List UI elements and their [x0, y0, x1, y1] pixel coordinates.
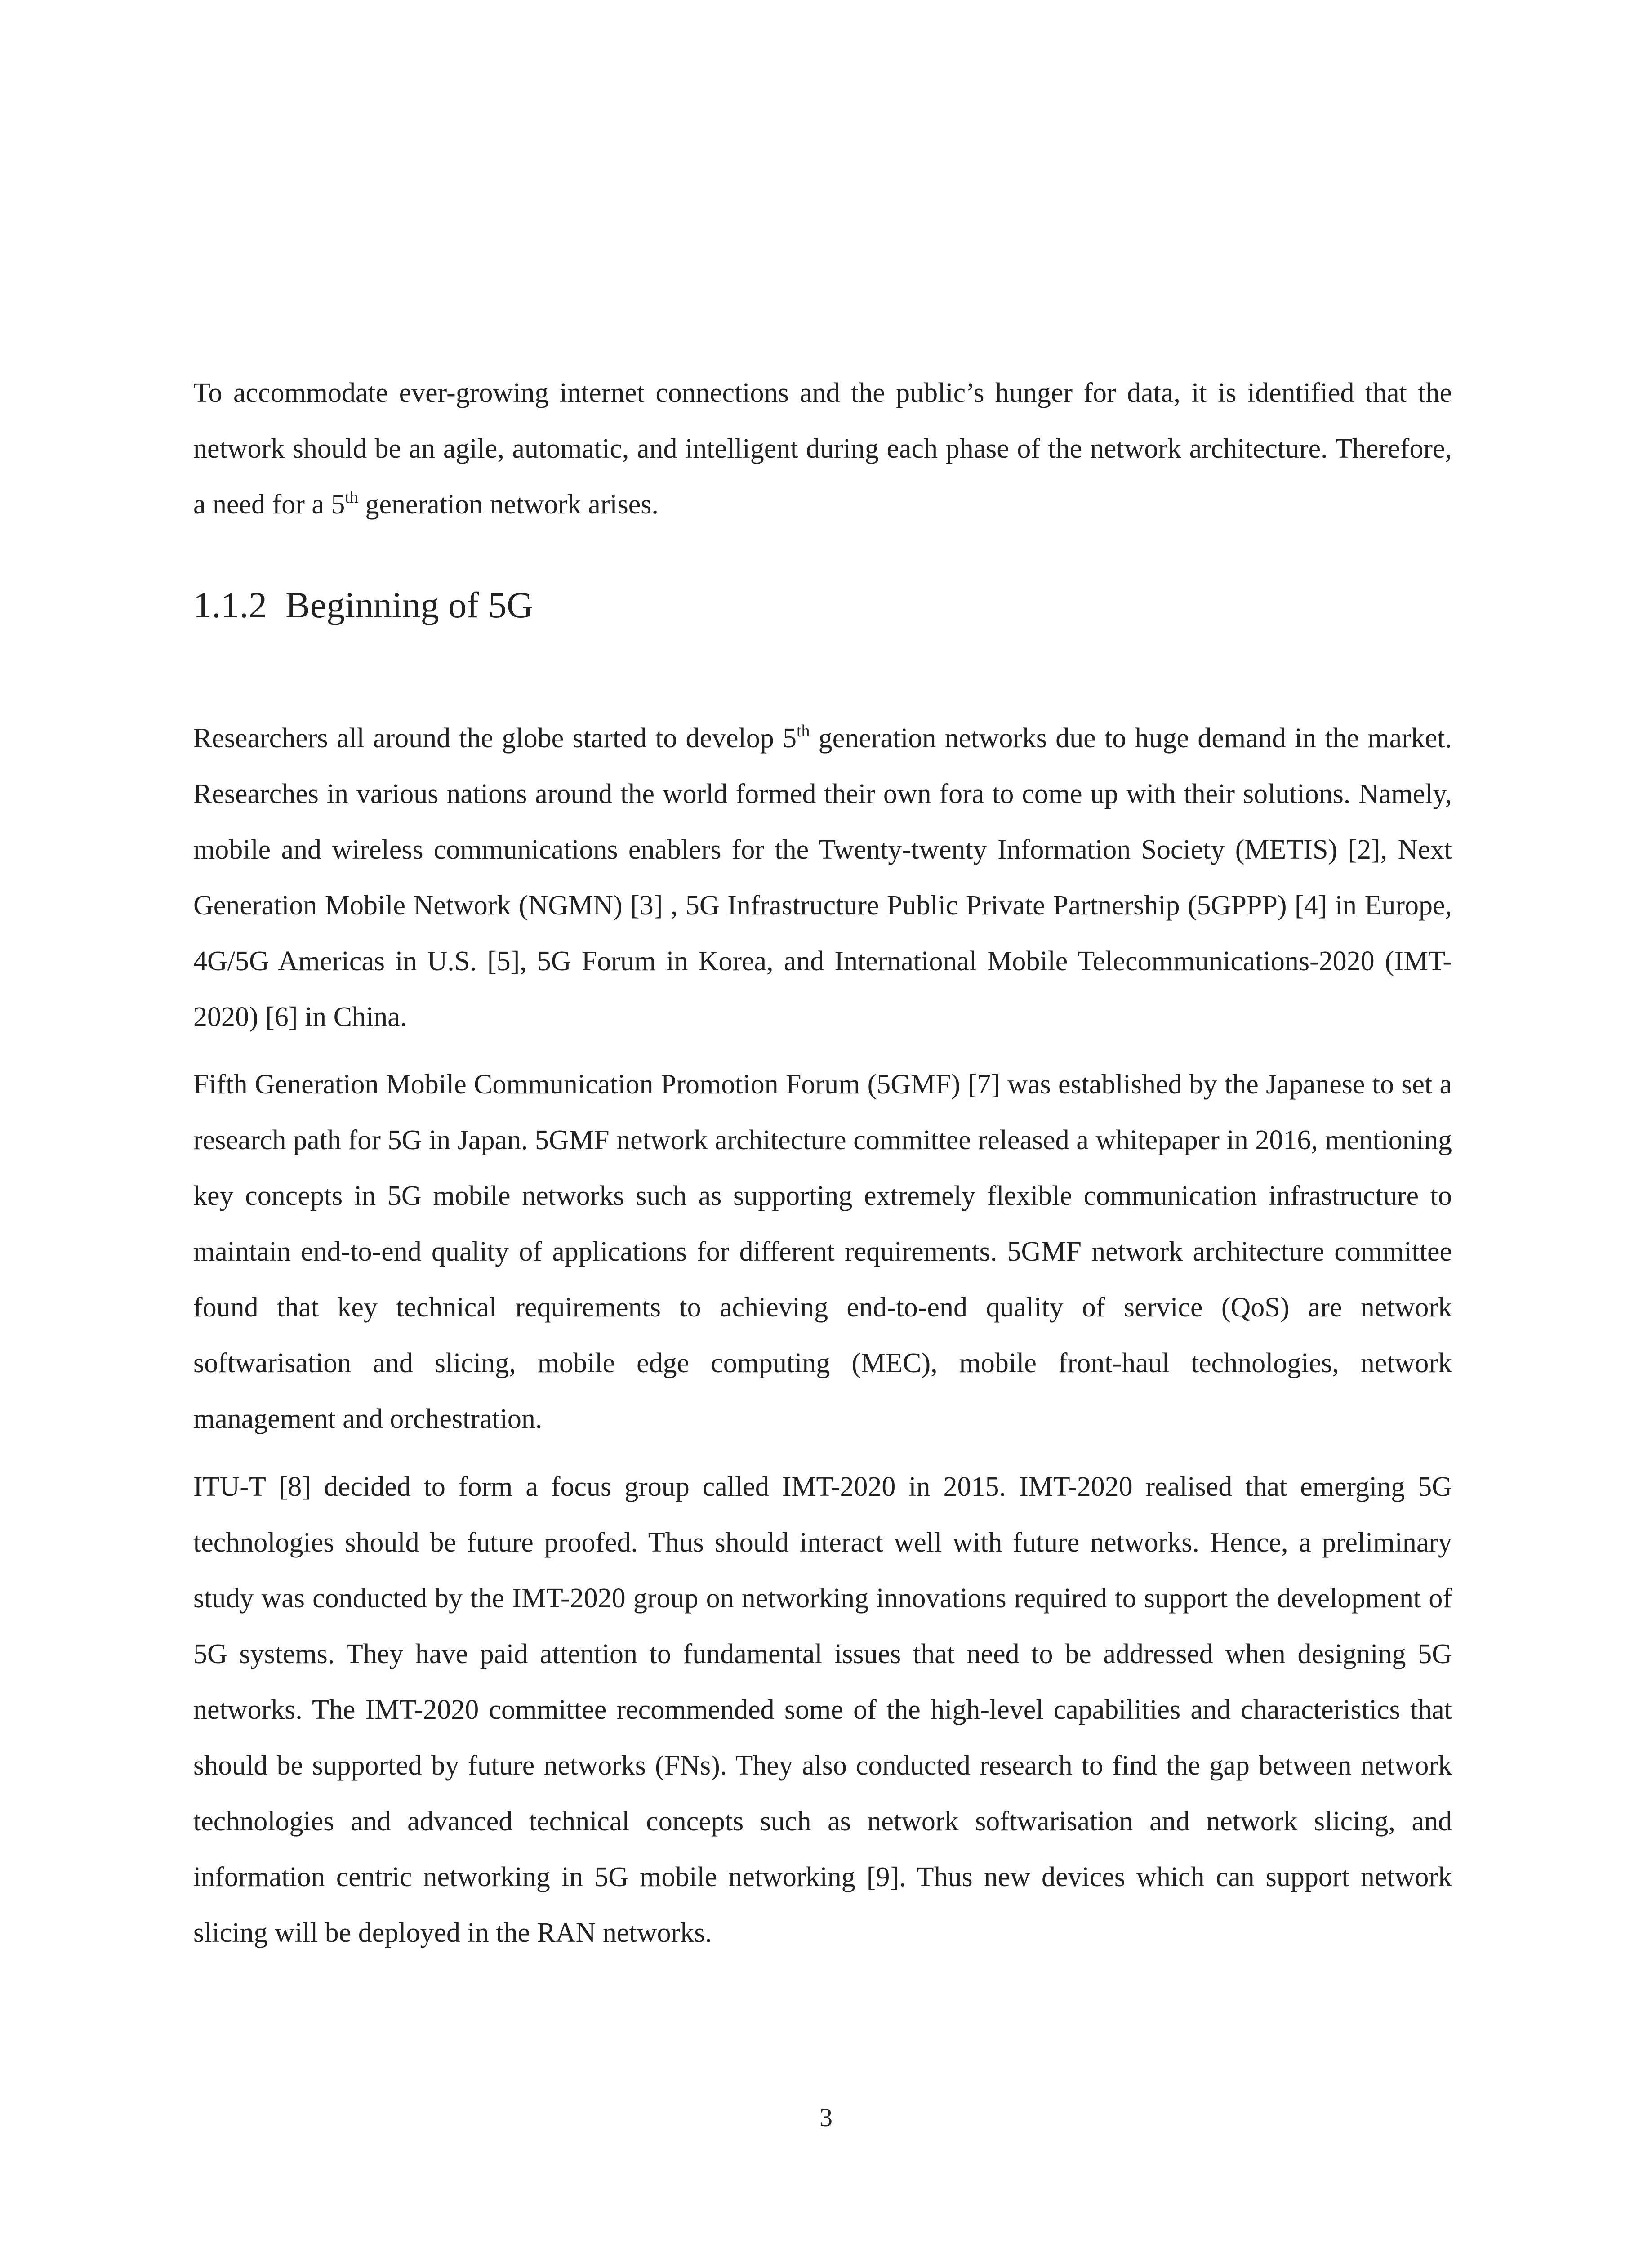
page-number: 3 [819, 2103, 833, 2132]
paragraph-1-superscript: th [796, 722, 810, 740]
paragraph-1-text-end: generation networks due to huge demand in the market. Researches in various nations around the world formed their own fora to come up with their solutions. Namely, mobile and wireless communications enablers for the Twenty-twenty Information Society (METIS) [2], Next Generation Mobile Network (NGMN) [3] , 5G Infrastructure Public Private Partnership (5GPPP) [4] in Europe, 4G/5G Americas in U.S. [5], 5G Forum in Korea, and International Mobile Telecommunications-2020 (IMT-2020) [6] in China. [193, 723, 1452, 1032]
paragraph-researchers [193, 710, 1452, 1045]
intro-paragraph [193, 365, 1452, 532]
intro-superscript: th [345, 488, 358, 507]
intro-text-end: generation network arises. [358, 489, 659, 520]
intro-text-start: To accommodate ever-growing internet connections and the public’s hunger for data, it is identified that the network should be an agile, automatic, and intelligent during each phase of the network architecture. Therefore, a need for a 5 [193, 378, 1452, 520]
paragraph-itu-t: ITU-T [8] decided to form a focus group called IMT-2020 in 2015. IMT-2020 realised that emerging 5G technologies should be future proofed. Thus should interact well with future networks. Hence, a preliminary study was conducted by the IMT-2020 group on networking innovations required to support the development of 5G systems. They have paid attention to fundamental issues that need to be addressed when designing 5G networks. The IMT-2020 committee recommended some of the high-level capabilities and characteristics that should be supported by future networks (FNs). They also conducted research to find the gap between network technologies and advanced technical concepts such as network softwarisation and network slicing, and information centric networking in 5G mobile networking [9]. Thus new devices which can support network slicing will be deployed in the RAN networks. [193, 1472, 1452, 1948]
paragraph-5gmf: Fifth Generation Mobile Communication Promotion Forum (5GMF) [7] was established by the Japanese to set a research path for 5G in Japan. 5GMF network architecture committee released a whitepaper in 2016, mentioning key concepts in 5G mobile networks such as supporting extremely flexible communication infrastructure to maintain end-to-end quality of applications for different requirements. 5GMF network architecture committee found that key technical requirements to achieving end-to-end quality of service (QoS) are network softwarisation and slicing, mobile edge computing (MEC), mobile front-haul technologies, network management and orchestration. [193, 1069, 1452, 1434]
section-heading: 1.1.2 Beginning of 5G [193, 584, 534, 625]
paragraph-1-text-start: Researchers all around the globe started to develop 5 [193, 723, 797, 754]
